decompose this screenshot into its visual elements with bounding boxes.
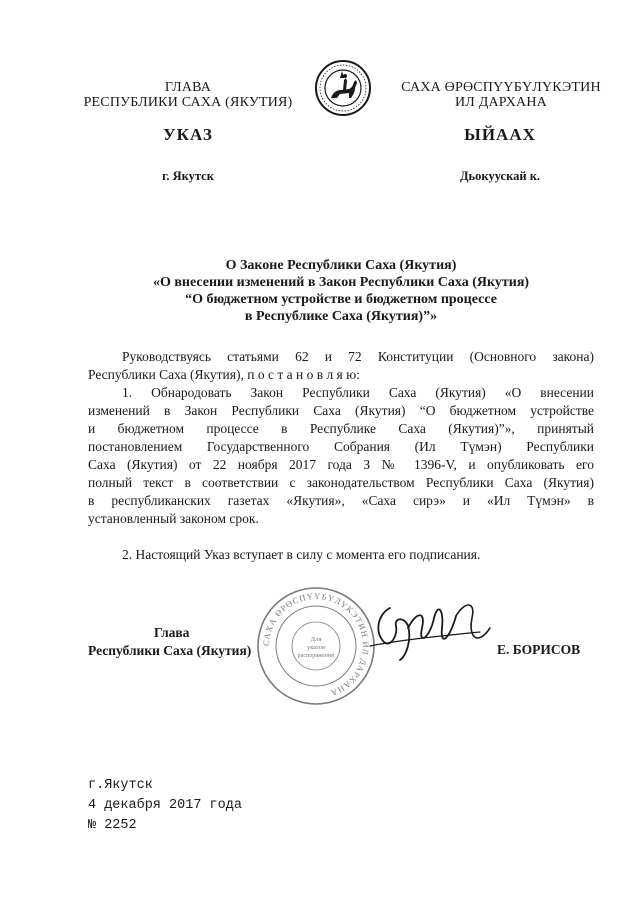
header-left — [78, 80, 298, 110]
intro-line1: Руководствуясь статьями 62 и 72 Конституции (Основного закона) — [122, 349, 594, 364]
city-right: Дьокуускай к. — [459, 169, 541, 183]
item-2-paragraph — [88, 546, 594, 564]
stamp-center-line2: указов — [306, 644, 326, 651]
item1-line1: 1. Обнародовать Закон Республики Саха (Якутия) «О внесении — [122, 385, 594, 400]
header-left-line2: РЕСПУБЛИКИ САХА (ЯКУТИЯ) — [83, 95, 293, 110]
intro-line2: Республики Саха (Якутия), п о с т а н о в л я ю: — [88, 367, 360, 382]
item1-line7: в республиканских газетах «Якутия», «Саха сирэ» и «Ил Түмэн» в — [88, 493, 594, 508]
footer-number: № 2252 — [88, 818, 137, 833]
footer-city: г.Якутск — [88, 778, 153, 793]
handwritten-signature — [360, 588, 500, 678]
header-right-line1: САХА ӨРӨСПҮҮБҮЛҮКЭТИН — [401, 80, 601, 95]
item1-line3: и бюджетном процессе в Республике Саха (Якутия)”», принятый — [88, 421, 594, 436]
signatory-title-line1: Глава — [154, 625, 190, 640]
item1-line2: изменений в Закон Республики Саха (Якутия) “О бюджетном устройстве — [88, 403, 594, 418]
emblem-logo — [313, 58, 373, 118]
signatory-name: Е. БОРИСОВ — [497, 642, 581, 657]
intro-paragraph — [88, 348, 594, 384]
item1-line4: постановлением Государственного Собрания (Ил Түмэн) Республики — [88, 439, 594, 454]
stamp-center-line1: Для — [310, 636, 322, 643]
title-line4: в Республике Саха (Якутия)”» — [244, 309, 438, 324]
document-title — [88, 257, 594, 325]
item1-line5: Саха (Якутия) от 22 ноября 2017 года З № 1396-V, и опубликовать его — [88, 457, 594, 472]
header-right-line2: ИЛ ДАРХАНА — [454, 95, 547, 110]
city-left: г. Якутск — [162, 169, 214, 183]
stamp-center-line3: распоряжений — [297, 653, 335, 659]
doc-type-right: ЫЙААХ — [464, 125, 536, 144]
footer-date: 4 декабря 2017 года — [88, 798, 242, 813]
header-right — [378, 80, 624, 110]
item2-line: 2. Настоящий Указ вступает в силу с момента его подписания. — [122, 547, 481, 562]
header-left-line1: ГЛАВА — [164, 80, 212, 95]
title-line3: “О бюджетном устройстве и бюджетном процессе — [185, 292, 497, 307]
item-1-paragraph — [88, 384, 594, 528]
item1-line6: полный текст в соответствии с законодательством Республики Саха (Якутия) — [88, 475, 594, 490]
stamp-ring-text: САХА ӨРӨСПҮҮБҮЛҮКЭТИН ИЛ ДАРХАНА — [260, 590, 372, 699]
doc-type-left: УКАЗ — [163, 125, 213, 144]
title-line1: О Законе Республики Саха (Якутия) — [225, 258, 457, 273]
item1-line8: установленный законом срок. — [88, 511, 259, 526]
title-line2: «О внесении изменений в Закон Республики Саха (Якутия) — [152, 275, 530, 290]
signatory-title — [88, 624, 288, 660]
signatory-title-line2: Республики Саха (Якутия) — [88, 643, 252, 658]
